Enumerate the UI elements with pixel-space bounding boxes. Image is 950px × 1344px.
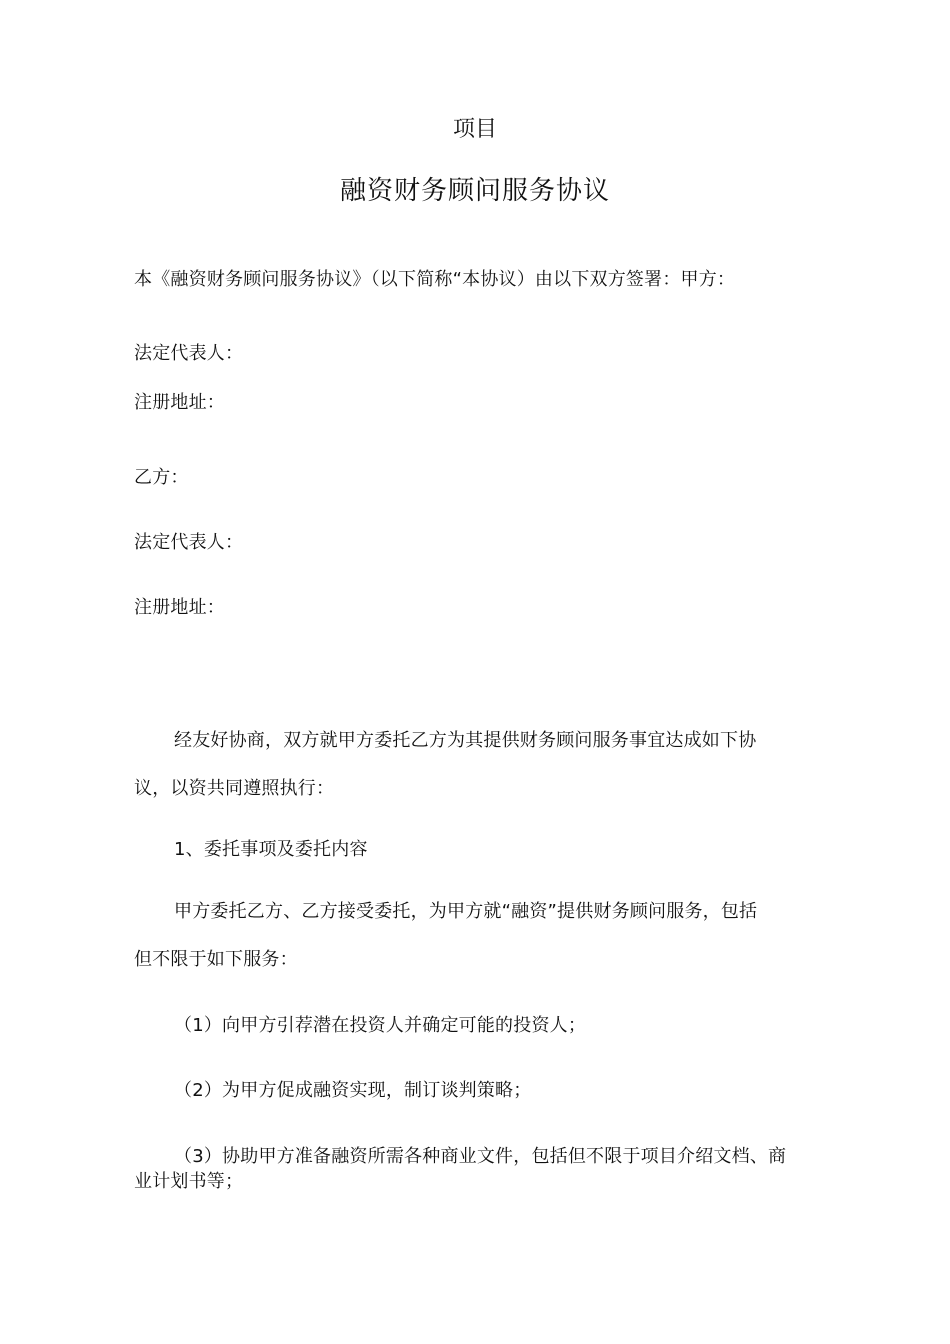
service-item-2: （2）为甲方促成融资实现，制订谈判策略； xyxy=(174,1080,532,1101)
service-item-1: （1）向甲方引荐潜在投资人并确定可能的投资人； xyxy=(174,1015,587,1036)
negotiation-paragraph-line2: 议，以资共同遵照执行： xyxy=(134,778,335,799)
section-1-heading: 1、委托事项及委托内容 xyxy=(174,839,368,860)
section-1-paragraph-line1: 甲方委托乙方、乙方接受委托，为甲方就“融资”提供财务顾问服务，包括 xyxy=(174,901,758,922)
negotiation-paragraph-line1: 经友好协商，双方就甲方委托乙方为其提供财务顾问服务事宜达成如下协 xyxy=(174,730,757,751)
document-title-project: 项目 xyxy=(452,117,497,142)
party-a-address-label: 注册地址： xyxy=(134,392,225,413)
service-item-3-line1: （3）协助甲方准备融资所需各种商业文件，包括但不限于项目介绍文档、商 xyxy=(174,1146,787,1167)
party-b-legal-rep-label: 法定代表人： xyxy=(134,532,244,553)
document-title-agreement: 融资财务顾问服务协议 xyxy=(339,176,610,206)
party-b-label: 乙方： xyxy=(134,467,189,488)
service-item-3-line2: 业计划书等； xyxy=(134,1171,244,1192)
section-1-paragraph-line2: 但不限于如下服务： xyxy=(134,949,298,970)
intro-text: 本《融资财务顾问服务协议》（以下简称“本协议）由以下双方签署：甲方： xyxy=(134,269,736,290)
party-a-legal-rep-label: 法定代表人： xyxy=(134,343,244,364)
party-b-address-label: 注册地址： xyxy=(134,597,225,618)
